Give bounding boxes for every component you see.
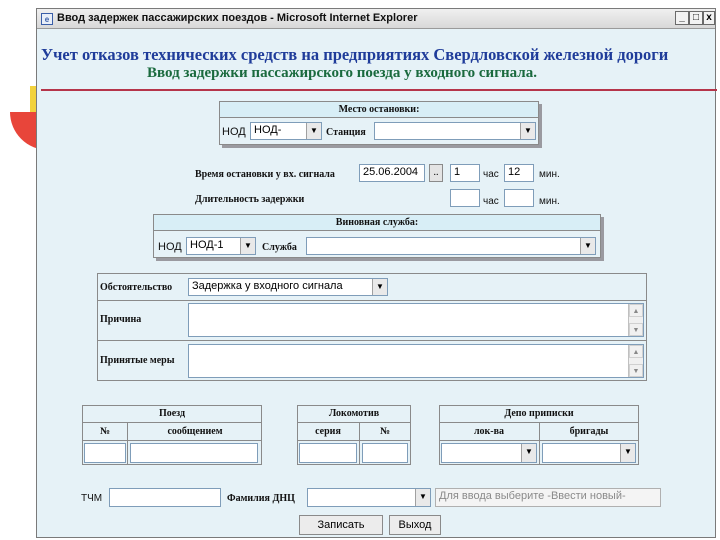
dropdown-arrow-icon[interactable]: ▼ <box>520 123 535 139</box>
date-picker-button[interactable]: .. <box>429 164 443 182</box>
measures-label: Принятые меры <box>100 355 175 366</box>
page-content <box>37 29 715 537</box>
train-number-header: № <box>99 426 111 437</box>
circumstance-label: Обстоятельство <box>100 282 173 293</box>
dropdown-arrow-icon[interactable]: ▼ <box>306 123 321 139</box>
train-header: Поезд <box>158 408 186 419</box>
dnc-select[interactable] <box>307 488 431 507</box>
loco-number-header: № <box>379 426 391 437</box>
reason-label: Причина <box>100 314 142 325</box>
date-input[interactable]: 25.06.2004 <box>359 164 425 182</box>
dropdown-arrow-icon[interactable]: ▼ <box>620 444 635 462</box>
depot-loco-header: лок-ва <box>473 426 505 437</box>
col-divider <box>359 422 360 464</box>
duration-minute-input[interactable] <box>504 189 534 207</box>
title-bar <box>37 9 715 29</box>
responsible-panel <box>153 214 601 258</box>
tchm-input[interactable] <box>109 488 221 507</box>
responsible-nod-label: НОД <box>158 241 182 253</box>
scroll-up-icon[interactable]: ▲ <box>629 345 643 358</box>
loco-series-input[interactable] <box>299 443 357 463</box>
row-divider <box>83 422 261 423</box>
page-title: Учет отказов технических средств на предприятиях Свердловской железной дороги <box>41 45 669 64</box>
circumstance-panel <box>97 273 647 381</box>
save-button[interactable]: Записать <box>299 515 383 535</box>
depot-crew-select[interactable] <box>542 443 636 463</box>
minute-input[interactable]: 12 <box>504 164 534 182</box>
stop-place-legend: Место остановки: <box>220 102 538 118</box>
service-select[interactable] <box>306 237 596 255</box>
responsible-nod-select[interactable] <box>186 237 256 255</box>
tchm-label: ТЧМ <box>81 493 103 504</box>
train-panel <box>82 405 262 465</box>
exit-button[interactable]: Выход <box>389 515 441 535</box>
measures-scrollbar[interactable] <box>628 345 643 377</box>
hour-input[interactable]: 1 <box>450 164 480 182</box>
dropdown-arrow-icon[interactable]: ▼ <box>521 444 536 462</box>
loco-panel <box>297 405 411 465</box>
new-dnc-hint-input[interactable]: Для ввода выберите -Ввести новый- <box>435 488 661 507</box>
loco-series-header: серия <box>315 426 341 437</box>
dnc-label: Фамилия ДНЦ <box>227 493 295 504</box>
train-route-input[interactable] <box>130 443 258 463</box>
col-divider <box>127 422 128 464</box>
stop-time-label: Время остановки у вх. сигнала <box>195 169 335 180</box>
col-divider <box>539 422 540 464</box>
scroll-down-icon[interactable]: ▼ <box>629 323 643 336</box>
depot-loco-select[interactable] <box>441 443 537 463</box>
train-route-header: сообщением <box>167 426 223 437</box>
reason-scrollbar[interactable] <box>628 304 643 336</box>
depot-panel <box>439 405 639 465</box>
browser-window <box>36 8 716 538</box>
loco-header: Локомотив <box>328 408 380 419</box>
service-label: Служба <box>262 242 297 253</box>
scroll-down-icon[interactable]: ▼ <box>629 364 643 377</box>
duration-hour-label: час <box>483 196 499 207</box>
title-divider <box>41 89 717 91</box>
loco-number-input[interactable] <box>362 443 408 463</box>
train-number-input[interactable] <box>84 443 126 463</box>
slide-margin <box>0 0 14 540</box>
close-button[interactable]: x <box>703 11 715 25</box>
depot-header: Депо приписки <box>504 408 574 419</box>
station-label: Станция <box>326 127 366 138</box>
window-title: Ввод задержек пассажирских поездов - Microsoft Internet Explorer <box>57 12 418 24</box>
circumstance-value: Задержка у входного сигнала <box>192 280 343 292</box>
row-divider <box>83 440 261 441</box>
scroll-up-icon[interactable]: ▲ <box>629 304 643 317</box>
page-subtitle: Ввод задержки пассажирского поезда у входного сигнала. <box>147 65 537 81</box>
depot-crew-header: бригады <box>569 426 609 437</box>
ie-icon: e <box>41 13 53 25</box>
stop-place-panel <box>219 101 539 145</box>
duration-hour-input[interactable] <box>450 189 480 207</box>
stop-nod-label: НОД <box>222 126 246 138</box>
minimize-button[interactable]: _ <box>675 11 689 25</box>
stop-nod-value: НОД- <box>254 124 282 136</box>
responsible-nod-value: НОД-1 <box>190 239 224 251</box>
measures-textarea[interactable] <box>188 344 644 378</box>
circumstance-select[interactable] <box>188 278 388 296</box>
minute-label: мин. <box>539 169 560 180</box>
row-divider <box>298 422 410 423</box>
duration-label: Длительность задержки <box>195 194 305 205</box>
hour-label: час <box>483 169 499 180</box>
row-divider <box>440 440 638 441</box>
reason-textarea[interactable] <box>188 303 644 337</box>
dropdown-arrow-icon[interactable]: ▼ <box>415 489 430 506</box>
stop-nod-select[interactable] <box>250 122 322 140</box>
dropdown-arrow-icon[interactable]: ▼ <box>372 279 387 295</box>
duration-minute-label: мин. <box>539 196 560 207</box>
row-divider <box>298 440 410 441</box>
maximize-button[interactable]: □ <box>689 11 703 25</box>
station-select[interactable] <box>374 122 536 140</box>
row-divider <box>98 300 646 301</box>
responsible-legend: Виновная служба: <box>154 215 600 231</box>
dropdown-arrow-icon[interactable]: ▼ <box>240 238 255 254</box>
dropdown-arrow-icon[interactable]: ▼ <box>580 238 595 254</box>
row-divider <box>98 340 646 341</box>
